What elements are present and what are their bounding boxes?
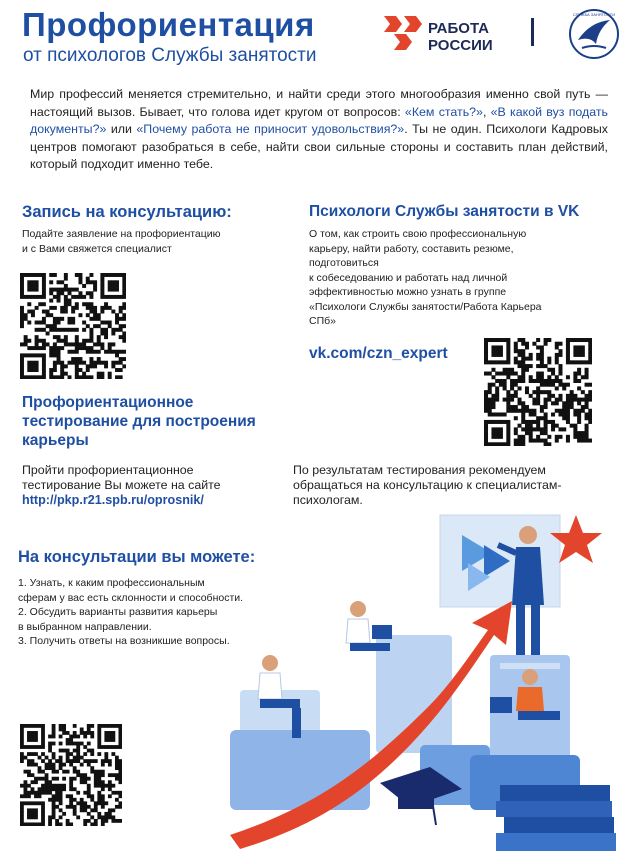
intro-paragraph: Мир профессий меняется стремительно, и найти среди этого многообразия именно свой путь — настоящий вызов. Бывает, что голова идет кругом от вопросов: «Кем стать?», «В какой вуз подать документы?» или «Почему работа не приносит удовольствия?». Ты не один. Психологи Кадровых центров помогают разобраться в себе, найти свои сильные стороны и составить план действий, который подходит именно тебе. — [30, 87, 609, 172]
logo-divider — [531, 18, 534, 46]
consult-heading: Запись на консультацию: — [22, 203, 232, 221]
testing-left-text: Пройти профориентационное тестирование Вы можете на сайте — [22, 463, 221, 492]
vk-text: О том, как строить свою профессиональную карьеру, найти работу, составить резюме, подготовиться к собеседованию и работать над личной эффективностью можно узнать в группе «Психологи Службы занятости/Работа Карьера СПб» — [309, 228, 542, 327]
testing-link[interactable]: http://pkp.r21.spb.ru/oprosnik/ — [22, 493, 204, 507]
consult-text: Подайте заявление на профориентацию и с Вами свяжется специалист — [22, 228, 221, 255]
consult-qr-code[interactable] — [20, 273, 126, 379]
rabota-rossii-logo-text: РАБОТА РОССИИ — [428, 20, 493, 54]
benefits-list: 1. Узнать, к каким профессиональным сферам у вас есть склонности и способности. 2. Обсудить варианты развития карьеры в выбранном направлении. 3. Получить ответы на возникшие вопросы. — [18, 577, 244, 647]
career-growth-illustration — [200, 505, 622, 860]
page-title: Профориентация — [22, 6, 315, 43]
vk-heading: Психологи Службы занятости в VK — [309, 203, 580, 220]
svg-text:СЛУЖБА ЗАНЯТОСТИ: СЛУЖБА ЗАНЯТОСТИ — [572, 12, 616, 17]
testing-heading: Профориентационное тестирование для построения карьеры — [22, 394, 256, 449]
benefits-heading: На консультации вы можете: — [18, 548, 256, 566]
testing-right-text: По результатам тестирования рекомендуем обращаться на консультацию к специалистам- психологам. — [293, 463, 562, 507]
rabota-rossii-logo-icon — [382, 14, 424, 52]
vk-qr-code[interactable] — [484, 338, 592, 446]
page-subtitle: от психологов Службы занятости — [23, 45, 317, 66]
person-with-laptop-icon — [346, 601, 392, 651]
vk-link[interactable]: vk.com/czn_expert — [309, 345, 448, 362]
benefits-qr-code[interactable] — [20, 724, 122, 826]
czn-logo-icon — [568, 8, 620, 60]
